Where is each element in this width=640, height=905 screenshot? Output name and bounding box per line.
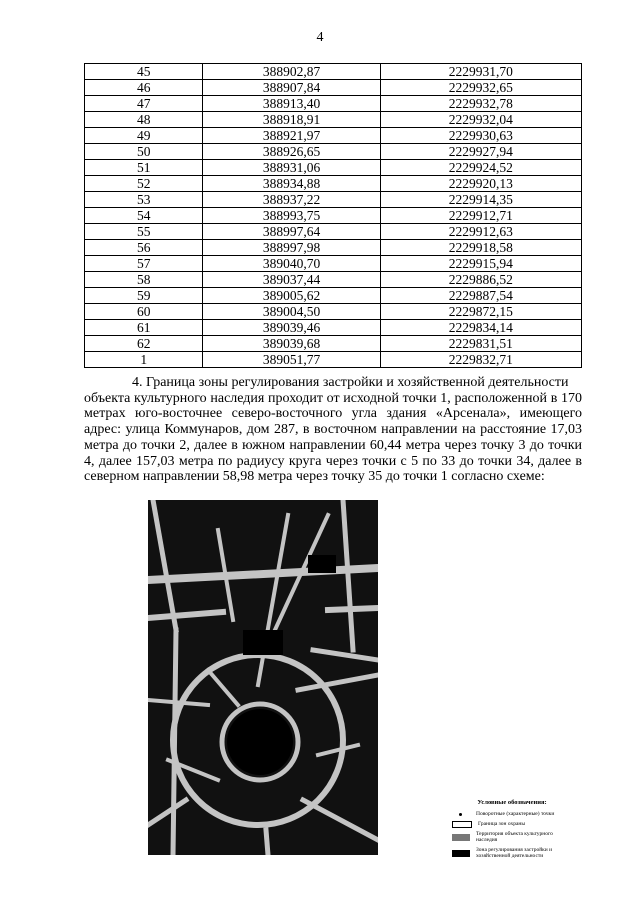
table-row <box>85 128 582 144</box>
point-marker-icon <box>452 811 470 818</box>
y-coordinate-cell: 2229920,13 <box>380 176 581 192</box>
x-coordinate-cell: 388921,97 <box>203 128 380 144</box>
legend-item-border <box>452 821 572 828</box>
point-number-cell: 57 <box>85 256 203 272</box>
legend-item-regulation-zone <box>452 847 572 860</box>
point-number-cell: 1 <box>85 352 203 368</box>
zone-scheme-map <box>148 500 378 855</box>
point-number-cell: 52 <box>85 176 203 192</box>
table-row <box>85 144 582 160</box>
table-row <box>85 208 582 224</box>
boundary-description <box>84 375 582 485</box>
table-row <box>85 96 582 112</box>
coordinates-table <box>84 63 582 368</box>
point-number-cell: 56 <box>85 240 203 256</box>
y-coordinate-cell: 2229832,71 <box>380 352 581 368</box>
legend-title: Условные обозначения: <box>477 799 547 806</box>
y-coordinate-cell: 2229932,65 <box>380 80 581 96</box>
scheme-central-object <box>227 709 293 775</box>
x-coordinate-cell: 388934,88 <box>203 176 380 192</box>
x-coordinate-cell: 389005,62 <box>203 288 380 304</box>
y-coordinate-cell: 2229924,52 <box>380 160 581 176</box>
table-row <box>85 80 582 96</box>
legend-item-label: Зона регулирования застройки и хозяйственной деятельности <box>476 846 553 859</box>
legend-item-label: Граница зон охраны <box>478 820 526 827</box>
table-row <box>85 112 582 128</box>
x-coordinate-cell: 388997,64 <box>203 224 380 240</box>
point-number-cell: 54 <box>85 208 203 224</box>
table-row <box>85 288 582 304</box>
scheme-legend <box>452 800 572 863</box>
heritage-territory-swatch-icon <box>452 834 470 841</box>
table-row <box>85 320 582 336</box>
y-coordinate-cell: 2229915,94 <box>380 256 581 272</box>
y-coordinate-cell: 2229914,35 <box>380 192 581 208</box>
y-coordinate-cell: 2229932,78 <box>380 96 581 112</box>
point-number-cell: 50 <box>85 144 203 160</box>
x-coordinate-cell: 389004,50 <box>203 304 380 320</box>
table-row <box>85 160 582 176</box>
point-number-cell: 53 <box>85 192 203 208</box>
y-coordinate-cell: 2229831,51 <box>380 336 581 352</box>
y-coordinate-cell: 2229887,54 <box>380 288 581 304</box>
y-coordinate-cell: 2229918,58 <box>380 240 581 256</box>
point-number-cell: 48 <box>85 112 203 128</box>
table-row <box>85 272 582 288</box>
y-coordinate-cell: 2229912,71 <box>380 208 581 224</box>
x-coordinate-cell: 389037,44 <box>203 272 380 288</box>
scheme-map-graphic <box>148 500 378 855</box>
point-number-cell: 49 <box>85 128 203 144</box>
x-coordinate-cell: 389040,70 <box>203 256 380 272</box>
y-coordinate-cell: 2229886,52 <box>380 272 581 288</box>
point-number-cell: 46 <box>85 80 203 96</box>
legend-item-label: Территория объекта культурного наследия <box>476 830 553 843</box>
point-number-cell: 58 <box>85 272 203 288</box>
y-coordinate-cell: 2229930,63 <box>380 128 581 144</box>
y-coordinate-cell: 2229872,15 <box>380 304 581 320</box>
point-number-cell: 62 <box>85 336 203 352</box>
x-coordinate-cell: 389039,68 <box>203 336 380 352</box>
table-row <box>85 240 582 256</box>
table-row <box>85 64 582 80</box>
coordinates-table-body <box>85 64 582 368</box>
legend-item-points <box>452 811 572 818</box>
point-number-cell: 61 <box>85 320 203 336</box>
x-coordinate-cell: 388931,06 <box>203 160 380 176</box>
x-coordinate-cell: 388993,75 <box>203 208 380 224</box>
x-coordinate-cell: 388907,84 <box>203 80 380 96</box>
table-row <box>85 176 582 192</box>
table-row <box>85 336 582 352</box>
point-number-cell: 45 <box>85 64 203 80</box>
table-row <box>85 256 582 272</box>
table-row <box>85 352 582 368</box>
paragraph-first-line: 4. Граница зоны регулирования застройки и хозяйственной деятельности <box>132 375 569 390</box>
x-coordinate-cell: 388997,98 <box>203 240 380 256</box>
point-number-cell: 60 <box>85 304 203 320</box>
boundary-swatch-icon <box>452 821 472 828</box>
x-coordinate-cell: 389039,46 <box>203 320 380 336</box>
point-number-cell: 47 <box>85 96 203 112</box>
legend-item-heritage-territory <box>452 831 572 844</box>
x-coordinate-cell: 388926,65 <box>203 144 380 160</box>
table-row <box>85 304 582 320</box>
x-coordinate-cell: 388937,22 <box>203 192 380 208</box>
x-coordinate-cell: 388918,91 <box>203 112 380 128</box>
page-number: 4 <box>316 30 324 45</box>
y-coordinate-cell: 2229912,63 <box>380 224 581 240</box>
paragraph-rest: объекта культурного наследия проходит от исходной точки 1, расположенной в 170 метрах юго-восточнее северо-восточного угла здания «Арсенала», имеющего адрес: улица Коммунаров, дом 287, в восточном направлении на расстояние 17,03 метра до точки 2, далее в южном направлении 60,44 метра через точку 3 до точки 4, далее 157,03 метра по радиусу круга через точки с 5 по 33 до точки 34, далее в северном направлении 58,98 метра через точку 35 до точки 1 согласно схеме: <box>84 390 582 485</box>
regulation-zone-swatch-icon <box>452 850 470 857</box>
point-number-cell: 59 <box>85 288 203 304</box>
x-coordinate-cell: 388902,87 <box>203 64 380 80</box>
y-coordinate-cell: 2229932,04 <box>380 112 581 128</box>
y-coordinate-cell: 2229927,94 <box>380 144 581 160</box>
point-number-cell: 55 <box>85 224 203 240</box>
y-coordinate-cell: 2229834,14 <box>380 320 581 336</box>
x-coordinate-cell: 389051,77 <box>203 352 380 368</box>
point-number-cell: 51 <box>85 160 203 176</box>
y-coordinate-cell: 2229931,70 <box>380 64 581 80</box>
legend-item-label: Поворотные (характерные) точки <box>476 810 555 817</box>
x-coordinate-cell: 388913,40 <box>203 96 380 112</box>
table-row <box>85 224 582 240</box>
table-row <box>85 192 582 208</box>
